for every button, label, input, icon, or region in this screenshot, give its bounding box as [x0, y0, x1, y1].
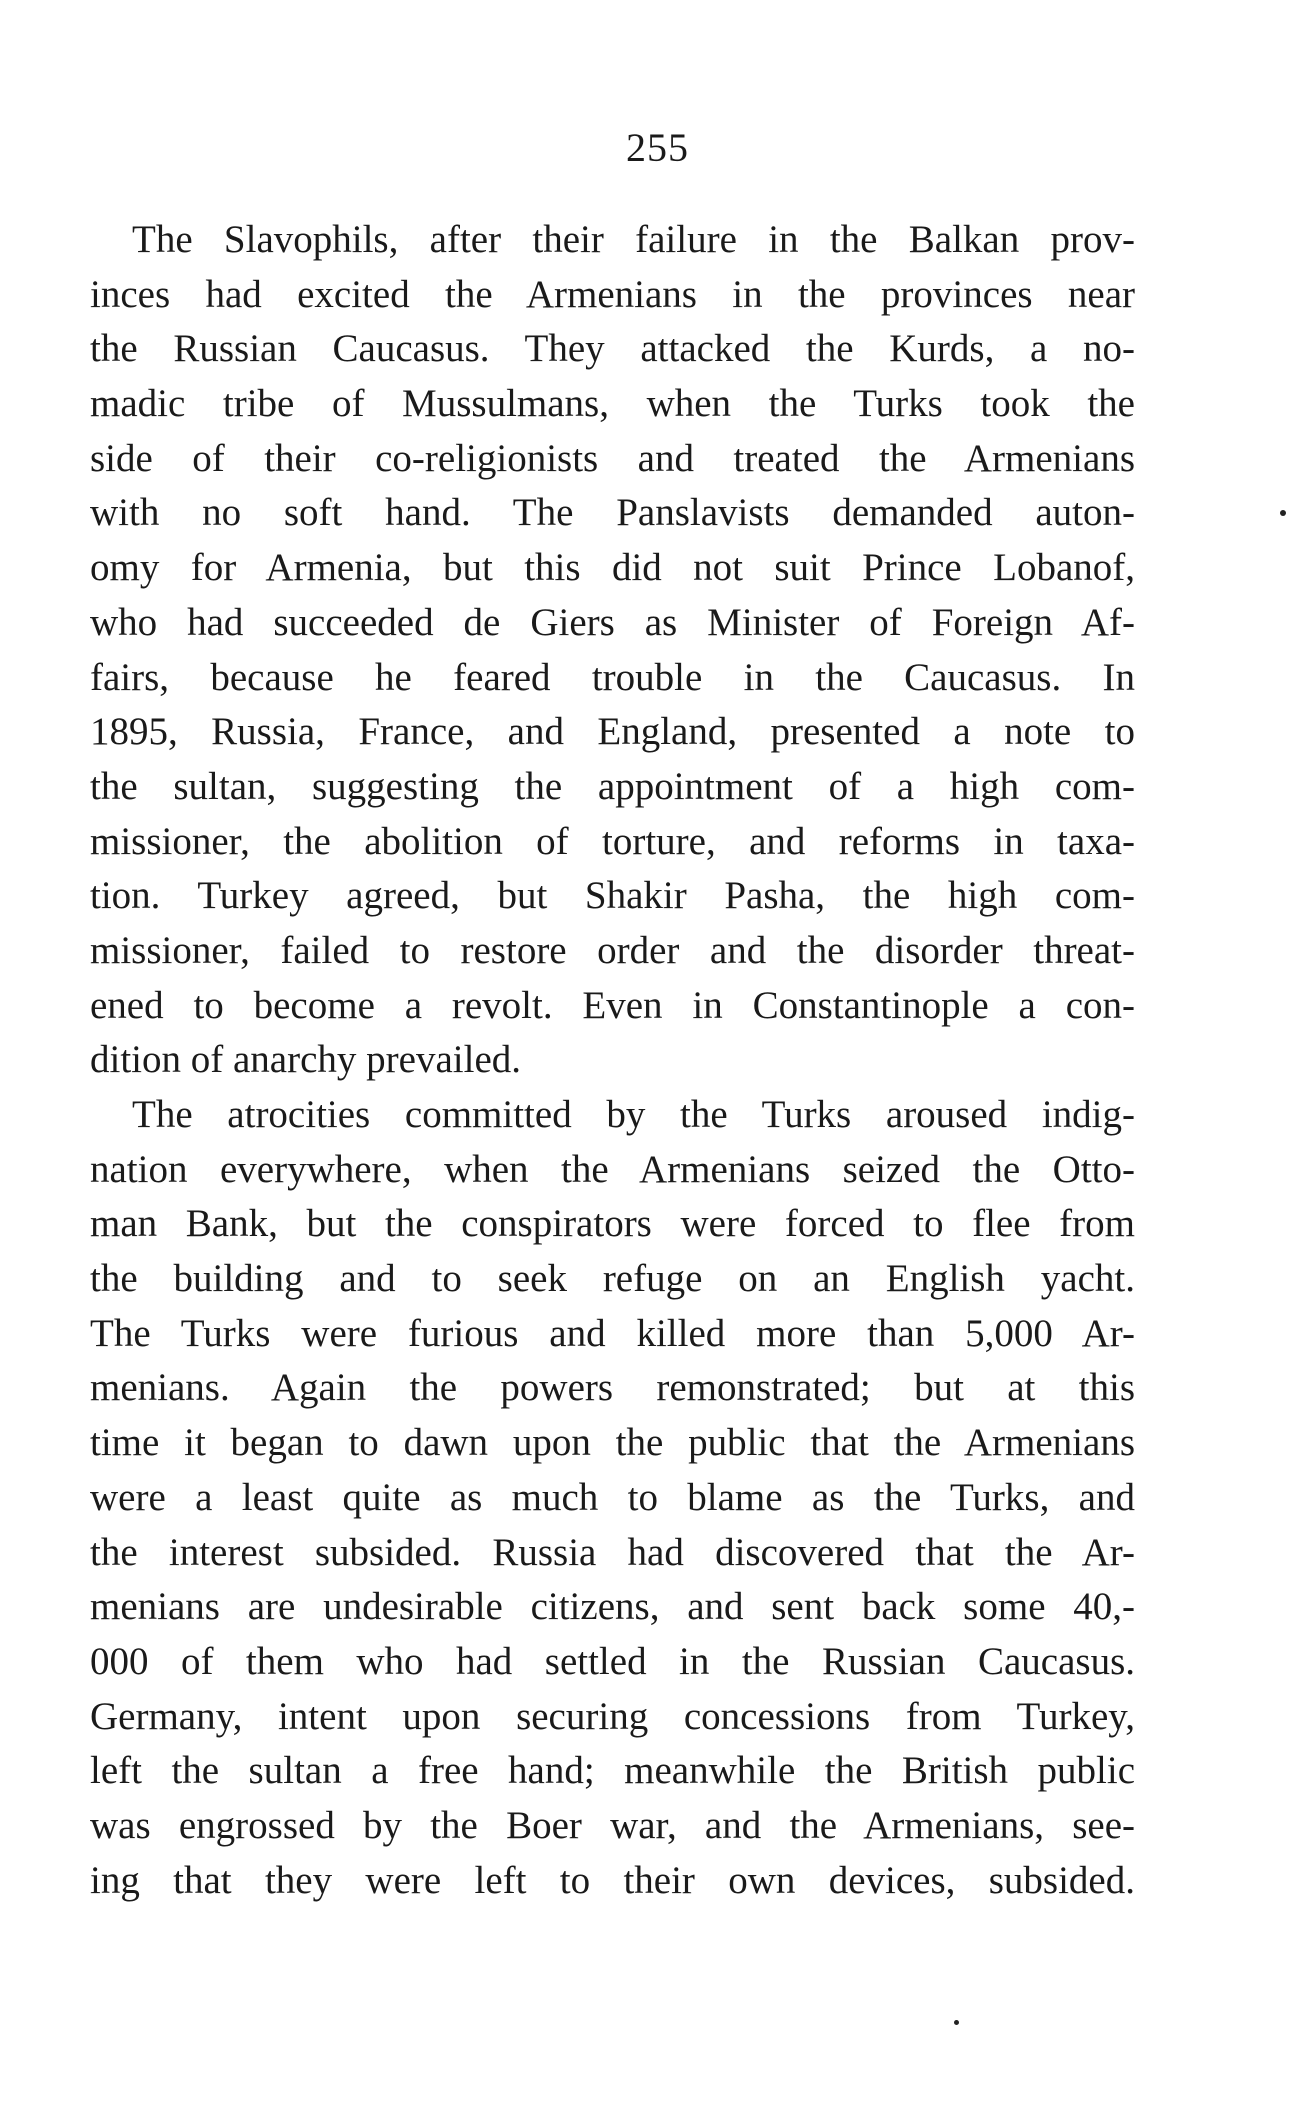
- text-line: man Bank, but the conspirators were forced to flee from: [90, 1202, 1135, 1246]
- text-line: The atrocities committed by the Turks aroused indig-: [132, 1093, 1135, 1136]
- text-line: inces had excited the Armenians in the provinces near: [90, 272, 1135, 316]
- page-number: 255: [626, 125, 689, 170]
- text-line: nation everywhere, when the Armenians seized the Otto-: [90, 1147, 1135, 1191]
- text-line: the interest subsided. Russia had discovered that the Ar-: [90, 1530, 1135, 1574]
- text-line: Germany, intent upon securing concessions from Turkey,: [90, 1694, 1135, 1738]
- text-line: missioner, the abolition of torture, and reforms in taxa-: [90, 819, 1135, 863]
- text-line: the sultan, suggesting the appointment of a high com-: [90, 764, 1135, 808]
- text-line: The Turks were furious and killed more than 5,000 Ar-: [90, 1311, 1135, 1355]
- text-line: were a least quite as much to blame as the Turks, and: [90, 1475, 1135, 1519]
- text-line: side of their co-religionists and treated the Armenians: [90, 436, 1135, 480]
- print-speck: [954, 2020, 959, 2025]
- text-line: 1895, Russia, France, and England, presented a note to: [90, 710, 1135, 754]
- text-line: with no soft hand. The Panslavists demanded auton-: [90, 491, 1135, 535]
- text-line: left the sultan a free hand; meanwhile the British public: [90, 1749, 1135, 1793]
- text-line: the building and to seek refuge on an English yacht.: [90, 1257, 1135, 1301]
- text-line: missioner, failed to restore order and the disorder threat-: [90, 928, 1135, 972]
- text-line: fairs, because he feared trouble in the Caucasus. In: [90, 655, 1135, 699]
- paragraph-1: [90, 213, 1135, 1088]
- body-text: [90, 213, 1135, 1908]
- text-line: who had succeeded de Giers as Minister of Foreign Af-: [90, 600, 1135, 644]
- text-line: tion. Turkey agreed, but Shakir Pasha, the high com-: [90, 874, 1135, 918]
- paragraph-2: [90, 1088, 1135, 1908]
- text-line: ened to become a revolt. Even in Constantinople a con-: [90, 983, 1135, 1027]
- text-line: omy for Armenia, but this did not suit Prince Lobanof,: [90, 546, 1135, 590]
- text-line: menians are undesirable citizens, and sent back some 40,-: [90, 1585, 1135, 1629]
- text-line: The Slavophils, after their failure in the Balkan prov-: [132, 218, 1135, 261]
- text-line: dition of anarchy prevailed.: [90, 1038, 521, 1082]
- print-speck: [1280, 510, 1286, 516]
- text-line: menians. Again the powers remonstrated; but at this: [90, 1366, 1135, 1410]
- text-line: madic tribe of Mussulmans, when the Turks took the: [90, 382, 1135, 426]
- text-line: ing that they were left to their own devices, subsided.: [90, 1858, 1135, 1902]
- text-line: the Russian Caucasus. They attacked the Kurds, a no-: [90, 327, 1135, 371]
- text-line: 000 of them who had settled in the Russian Caucasus.: [90, 1639, 1135, 1683]
- text-line: time it began to dawn upon the public that the Armenians: [90, 1421, 1135, 1465]
- text-line: was engrossed by the Boer war, and the Armenians, see-: [90, 1803, 1135, 1847]
